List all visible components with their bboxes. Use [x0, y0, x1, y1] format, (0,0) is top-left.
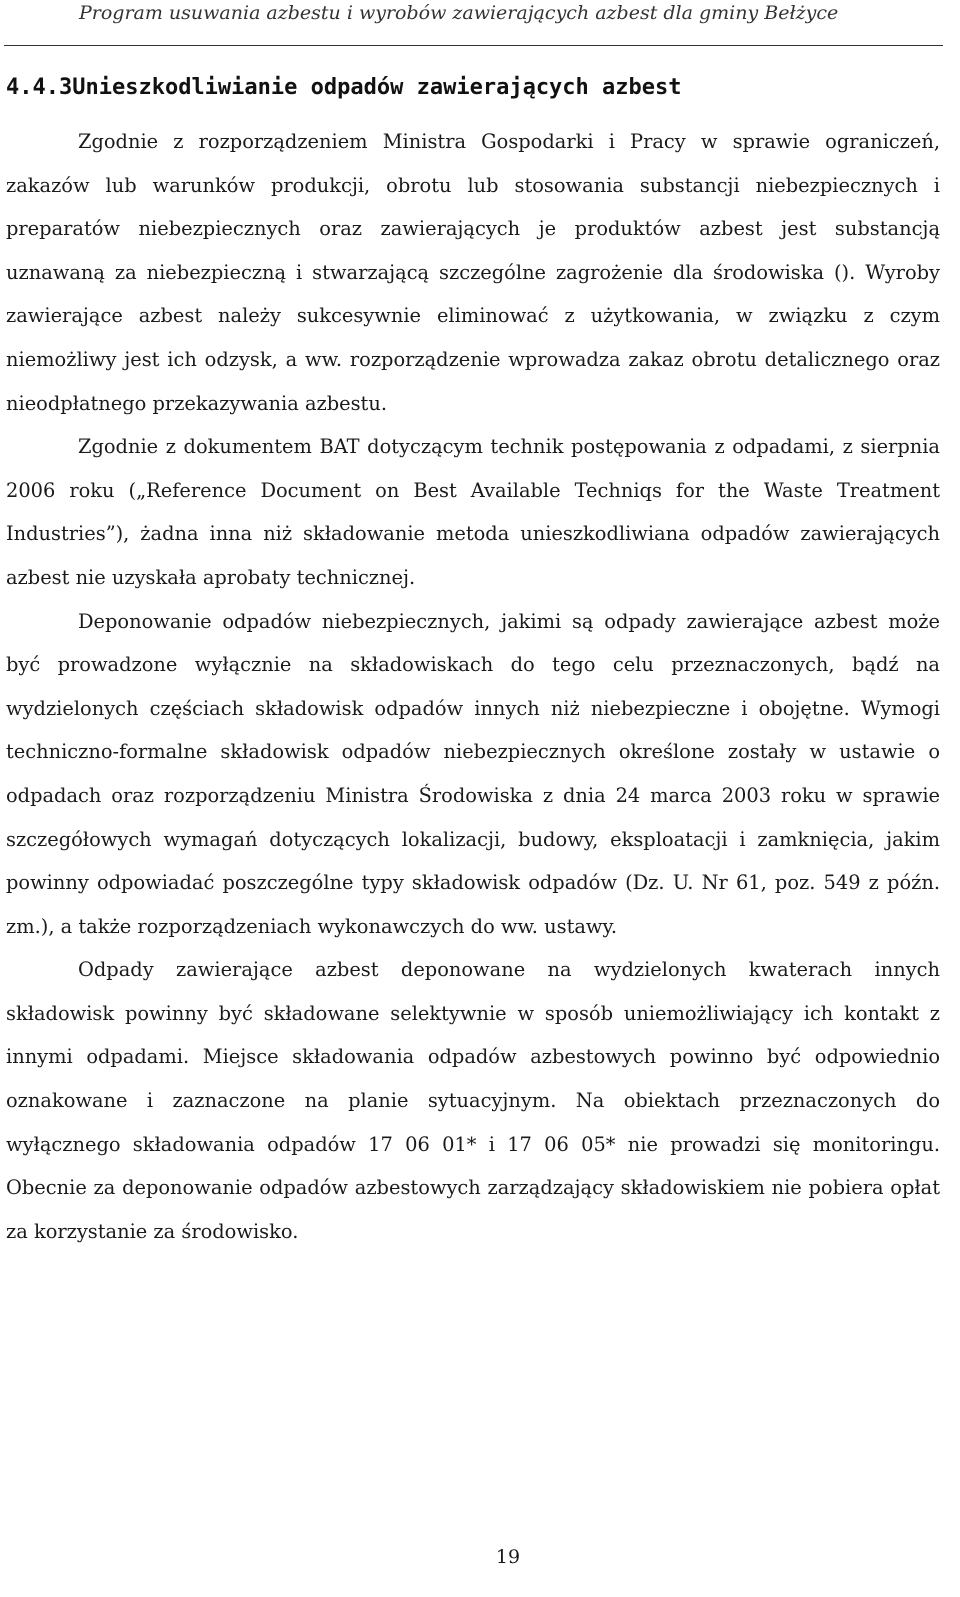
paragraph-regulation: Zgodnie z rozporządzeniem Ministra Gospodarki i Pracy w sprawie ograniczeń, zakazów lub warunków produkcji, obrotu lub stosowania substancji niebezpiecznych i preparatów niebezpiecznych oraz zawierających je produktów azbest jest substancją uznawaną za niebezpieczną i stwarzającą szczególne zagrożenie dla środowiska (). Wyroby zawierające azbest należy sukcesywnie eliminować z użytkowania, w związku z czym niemożliwy jest ich odzysk, a ww. rozporządzenie wprowadza zakaz obrotu detalicznego oraz nieodpłatnego przekazywania azbestu.: [6, 130, 940, 415]
header-divider: [4, 45, 943, 46]
page-header: [0, 0, 960, 54]
paragraph-selective-storage: Odpady zawierające azbest deponowane na wydzielonych kwaterach innych składowisk powinny być składowane selektywnie w sposób uniemożliwiający ich kontakt z innymi odpadami. Miejsce składowania odpadów azbestowych powinno być odpowiednio oznakowane i zaznaczone na planie sytuacyjnym. Na obiektach przeznaczonych do wyłącznego składowania odpadów 17 06 01* i 17 06 05* nie prowadzi się monitoringu. Obecnie za deponowanie odpadów azbestowych zarządzający składowiskiem nie pobiera opłat za korzystanie za środowisko.: [6, 958, 940, 1243]
section-number: 4.4.3: [6, 75, 73, 100]
section-heading: [6, 74, 682, 102]
document-body: [6, 120, 940, 1253]
page-number: 19: [495, 1546, 521, 1568]
section-title: Unieszkodliwianie odpadów zawierających azbest: [72, 75, 682, 100]
paragraph-bat-document: Zgodnie z dokumentem BAT dotyczącym technik postępowania z odpadami, z sierpnia 2006 roku („Reference Document on Best Available Techniqs for the Waste Treatment Industries”), żadna inna niż składowanie metoda unieszkodliwiana odpadów zawierających azbest nie uzyskała aprobaty technicznej.: [6, 435, 940, 589]
paragraph-landfill-deposition: Deponowanie odpadów niebezpiecznych, jakimi są odpady zawierające azbest może być prowadzone wyłącznie na składowiskach do tego celu przeznaczonych, bądź na wydzielonych częściach składowisk odpadów innych niż niebezpieczne i obojętne. Wymogi techniczno-formalne składowisk odpadów niebezpiecznych określone zostały w ustawie o odpadach oraz rozporządzeniu Ministra Środowiska z dnia 24 marca 2003 roku w sprawie szczegółowych wymagań dotyczących lokalizacji, budowy, eksploatacji i zamknięcia, jakim powinny odpowiadać poszczególne typy składowisk odpadów (Dz. U. Nr 61, poz. 549 z późn. zm.), a także rozporządzeniach wykonawczych do ww. ustawy.: [6, 609, 940, 938]
running-header-title: Program usuwania azbestu i wyrobów zawierających azbest dla gminy Bełżyce: [79, 2, 839, 24]
